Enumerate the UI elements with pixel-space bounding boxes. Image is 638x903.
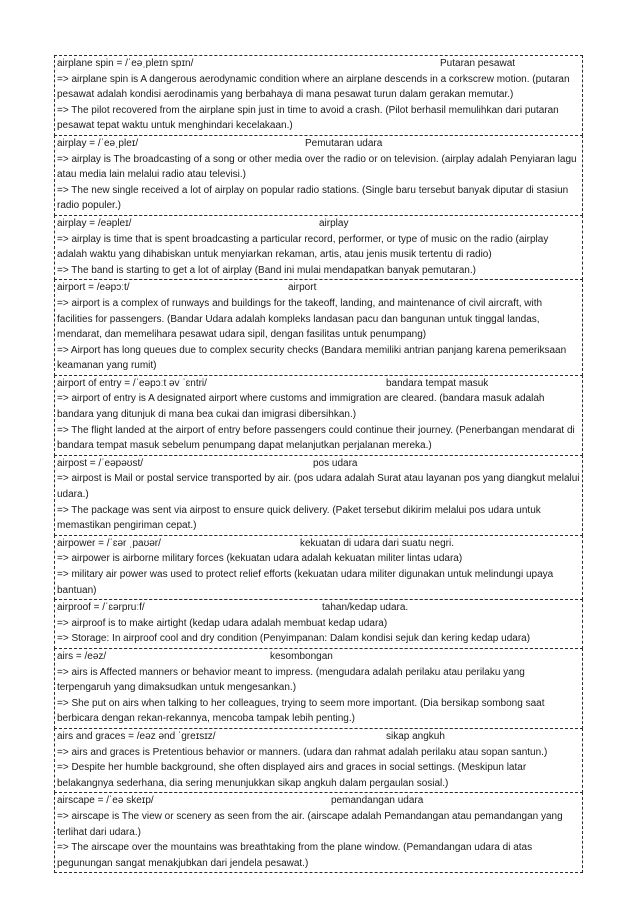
dictionary-page [54,56,583,873]
entry-headline [57,136,580,152]
entry-airs-and-graces [54,728,583,793]
entry-airport-of-entry [54,375,583,456]
entry-airpower [54,535,583,600]
headword: airplay = /eəpleɪ/ [57,217,132,229]
headword: airport of entry = /ˈeəpɔːt əv ˈɛntri/ [57,377,207,389]
entry-headline [57,280,580,296]
example-line: => The pilot recovered from the airplane spin just in time to avoid a crash. (Pilot berhasil memulihkan dari putaran pesawat tepat waktu untuk menghindari kecelakaan.) [57,104,559,132]
definition-line: => airs is Affected manners or behavior meant to impress. (mengudara adalah perilaku atau perilaku yang terpengaruh yang dimaksudkan untuk mengesankan.) [57,666,525,694]
entry-airplay-alt [54,215,583,280]
definition-line: => airplay is time that is spent broadcasting a particular record, performer, or type of music on the radio (airplay adalah waktu yang dihabiskan untuk menyiarkan rekaman, artis, atau jenis musik tertentu di radio) [57,233,549,261]
meaning: Pemutaran udara [305,137,383,149]
headword: airplay = /ˈeəˌpleɪ/ [57,137,139,149]
definition-line: => airscape is The view or scenery as seen from the air. (airscape adalah Pemandangan atau pemandangan yang terlihat dari udara.) [57,810,563,838]
example-line: => She put on airs when talking to her colleagues, trying to seem more important. (Dia bersikap sombong saat berbicara dengan rekan-rekannya, mencoba tampak lebih penting.) [57,697,545,725]
headword: airscape = /ˈeə skeɪp/ [57,795,154,807]
entry-headline [57,600,580,616]
definition-line: => airplane spin is A dangerous aerodynamic condition where an airplane descends in a corkscrew motion. (putaran pesawat adalah kondisi aerodinamis yang berbahaya di mana pesawat turun dalam gerakan memutar.) [57,73,570,101]
definition-line: => airs and graces is Pretentious behavior or manners. (udara dan rahmat adalah perilaku atau sopan santun.) [57,746,548,758]
example-line: => The package was sent via airpost to ensure quick delivery. (Paket tersebut dikirim melalui pos udara untuk memastikan pengiriman cepat.) [57,504,541,532]
entry-headline [57,729,580,745]
example-line: => The flight landed at the airport of entry before passengers could continue their journey. (Penerbangan mendarat di bandara tempat masuk sebelum penumpang dapat melanjutkan perjalanan mereka.) [57,424,575,452]
definition-line: => airproof is to make airtight (kedap udara adalah membuat kedap udara) [57,617,388,629]
example-line: => military air power was used to protect relief efforts (kekuatan udara militer digunakan untuk melindungi upaya bantuan) [57,569,554,596]
meaning: kesombongan [270,650,333,662]
entry-airscape [54,792,583,873]
entry-headline [57,216,580,232]
meaning: airplay [319,217,349,229]
entry-headline [57,456,580,472]
entry-headline [57,56,580,72]
headword: airport = /eəpɔːt/ [57,282,130,294]
example-line: => The band is starting to get a lot of airplay (Band ini mulai mendapatkan banyak pemutaran.) [57,264,476,276]
definition-line: => airpost is Mail or postal service transported by air. (pos udara adalah Surat atau layanan pos yang diangkut melalui udara.) [57,473,580,501]
meaning: kekuatan di udara dari suatu negri. [300,537,454,549]
entry-airproof [54,599,583,649]
entry-headline [57,376,580,392]
entry-airplay [54,135,583,216]
meaning: Putaran pesawat [440,58,516,69]
example-line: => Airport has long queues due to complex security checks (Bandara memiliki antrian panjang karena pemeriksaan keamanan yang rumit) [57,344,567,372]
definition-line: => airport of entry is A designated airport where customs and immigration are cleared. (bandara masuk adalah bandara yang ditunjuk di mana bea cukai dan imigrasi dibersihkan.) [57,393,545,421]
meaning: pemandangan udara [331,795,424,807]
meaning: pos udara [313,457,358,469]
headword: airplane spin = /ˈeəˌpleɪn spɪn/ [57,58,194,69]
definition-line: => airport is a complex of runways and buildings for the takeoff, landing, and maintenance of civil aircraft, with facilities for passengers. (Bandar Udara adalah kompleks landasan pacu dan bangunan untuk tinggal landas, mendarat, dan memelihara pesawat udara sipil, dengan fasilitas untuk penumpang) [57,297,543,341]
definition-line: => airpower is airborne military forces (kekuatan udara adalah kekuatan militer lintas udara) [57,553,463,565]
meaning: sikap angkuh [386,730,445,742]
meaning: tahan/kedap udara. [322,602,409,614]
headword: airpost = /ˈeəpəʊst/ [57,457,144,469]
entry-airpost [54,455,583,536]
entry-headline [57,649,580,665]
headword: airs and graces = /eəz ənd ˈɡreɪsɪz/ [57,730,216,742]
entry-headline [57,793,580,809]
example-line: => The airscape over the mountains was breathtaking from the plane window. (Pemandangan udara di atas pegunungan sangat menakjubkan dari jendela pesawat.) [57,842,533,869]
meaning: airport [288,282,317,294]
headword: airs = /eəz/ [57,650,107,662]
definition-line: => airplay is The broadcasting of a song or other media over the radio or on television. (airplay adalah Penyiaran lagu atau media lain melalui radio atau televisi.) [57,153,577,181]
entry-headline [57,536,580,552]
entry-airplane-spin [54,55,583,136]
entry-airs [54,648,583,729]
example-line: => Storage: In airproof cool and dry condition (Penyimpanan: Dalam kondisi sejuk dan kering kedap udara) [57,633,531,645]
example-line: => The new single received a lot of airplay on popular radio stations. (Single baru tersebut banyak diputar di stasiun radio populer.) [57,184,569,212]
entry-airport [54,279,583,376]
headword: airpower = /ˈɛər ˌpaʊər/ [57,537,161,549]
headword: airproof = /ˈɛərpruːf/ [57,602,145,614]
meaning: bandara tempat masuk [386,377,489,389]
example-line: => Despite her humble background, she often displayed airs and graces in social settings. (Meskipun latar belakangnya sederhana, dia sering menunjukkan sikap angkuh dalam pergaulan sosial.) [57,762,527,789]
